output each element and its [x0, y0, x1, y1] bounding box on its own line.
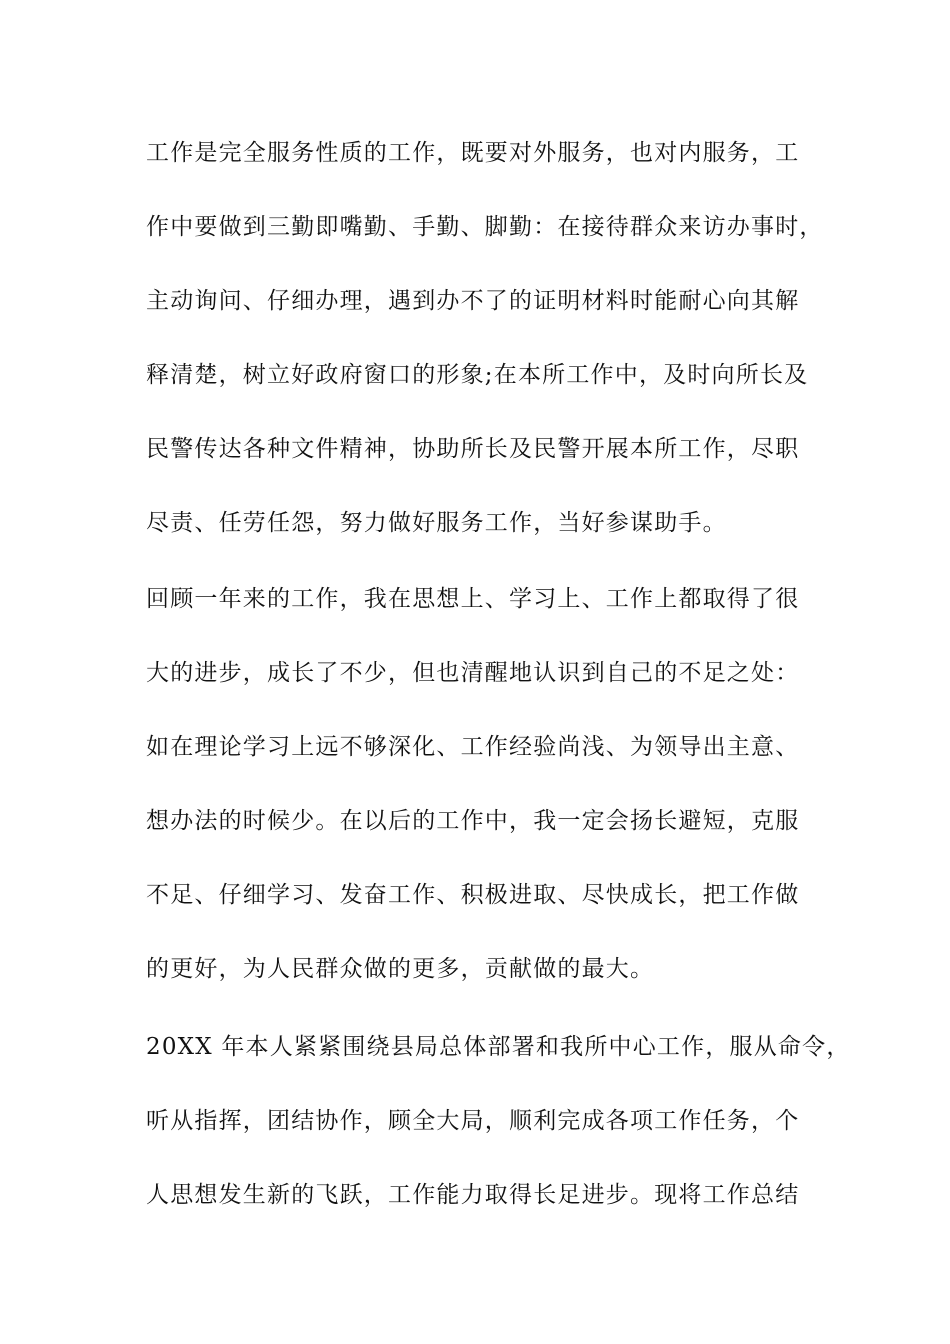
- text-line: 尽责、任劳任怨，努力做好服务工作，当好参谋助手。: [146, 510, 727, 536]
- text-line: 大的进步，成长了不少，但也清醒地认识到自己的不足之处：: [146, 660, 800, 686]
- text-line: 作中要做到三勤即嘴勤、手勤、脚勤：在接待群众来访办事时，: [146, 214, 824, 240]
- text-line: 主动询问、仔细办理，遇到办不了的证明材料时能耐心向其解: [146, 288, 800, 314]
- text-line: 如在理论学习上远不够深化、工作经验尚浅、为领导出主意、: [146, 734, 800, 760]
- text-line: 想办法的时候少。在以后的工作中，我一定会扬长避短，克服: [146, 808, 800, 834]
- text-line: 民警传达各种文件精神，协助所长及民警开展本所工作，尽职: [146, 436, 800, 462]
- text-line: 听从指挥，团结协作，顾全大局，顺利完成各项工作任务，个: [146, 1108, 800, 1134]
- text-line: 释清楚，树立好政府窗口的形象;在本所工作中，及时向所长及: [146, 362, 809, 388]
- text-line: 的更好，为人民群众做的更多，贡献做的最大。: [146, 956, 655, 982]
- text-line: 工作是完全服务性质的工作，既要对外服务，也对内服务，工: [146, 140, 800, 166]
- text-line: 人思想发生新的飞跃，工作能力取得长足进步。现将工作总结: [146, 1182, 800, 1208]
- text-line: 不足、仔细学习、发奋工作、积极进取、尽快成长，把工作做: [146, 882, 800, 908]
- text-line: 回顾一年来的工作，我在思想上、学习上、工作上都取得了很: [146, 586, 800, 612]
- text-line: 20XX 年本人紧紧围绕县局总体部署和我所中心工作，服从命令，: [146, 1034, 851, 1060]
